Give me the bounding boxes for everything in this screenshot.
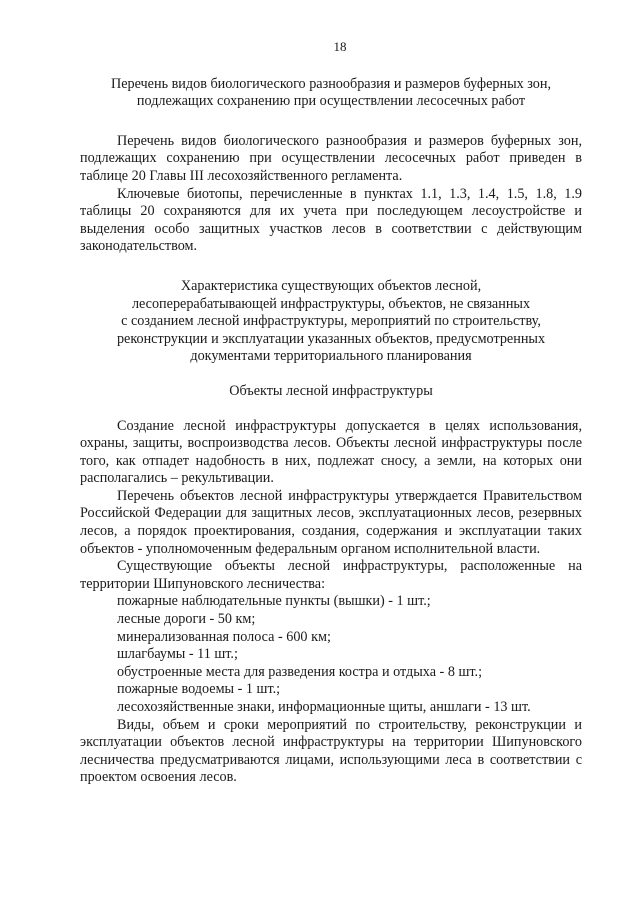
title-line: подлежащих сохранению при осуществлении лесосечных работ bbox=[136, 93, 526, 110]
title-line: Характеристика существующих объектов лесной, bbox=[180, 277, 482, 294]
list-item: шлагбаумы - 11 шт.; bbox=[117, 646, 238, 663]
paragraph: Ключевые биотопы, перечисленные в пунктах 1.1, 1.3, 1.4, 1.5, 1.8, 1.9 таблицы 20 сохраняются для их учета при последующем лесоустройстве и выделения особо защитных участков лесов в соответствии с действующим законодательством. bbox=[80, 185, 582, 255]
list-item: лесные дороги - 50 км; bbox=[117, 611, 256, 628]
paragraph: Существующие объекты лесной инфраструктуры, расположенные на территории Шипуновского лесничества: bbox=[80, 558, 582, 592]
title-line: с созданием лесной инфраструктуры, мероприятий по строительству, bbox=[121, 313, 541, 330]
paragraph: Создание лесной инфраструктуры допускается в целях использования, охраны, защиты, воспроизводства лесов. Объекты лесной инфраструктуры после того, как отпадет надобность в них, подлежат сносу, а земли, на которых они располагались – рекультивации. bbox=[80, 417, 582, 487]
paragraph: Перечень объектов лесной инфраструктуры утверждается Правительством Российской Федерации для защитных лесов, эксплуатационных лесов, резервных лесов, а порядок проектирования, создания, содержания и эксплуатации таких объектов - уполномоченным федеральным органом исполнительной власти. bbox=[80, 487, 582, 557]
list-item: пожарные водоемы - 1 шт.; bbox=[117, 681, 281, 698]
list-item: пожарные наблюдательные пункты (вышки) - 1 шт.; bbox=[117, 593, 431, 610]
list-item: лесохозяйственные знаки, информационные щиты, аншлаги - 13 шт. bbox=[117, 699, 531, 715]
title-line: лесоперерабатывающей инфраструктуры, объектов, не связанных bbox=[131, 295, 531, 312]
paragraph: Перечень видов биологического разнообразия и размеров буферных зон, подлежащих сохранению при осуществлении лесосечных работ приведен в таблице 20 Главы III лесохозяйственного регламента. bbox=[80, 132, 582, 184]
list-item: минерализованная полоса - 600 км; bbox=[117, 628, 331, 645]
list-item: обустроенные места для разведения костра и отдыха - 8 шт.; bbox=[117, 663, 483, 680]
infrastructure-list bbox=[80, 593, 582, 716]
closing-paragraph: Виды, объем и сроки мероприятий по строительству, реконструкции и эксплуатации объектов лесной инфраструктуры на территории Шипуновского лесничества предусматриваются лицами, использующими леса в соответствии с проектом освоения лесов. bbox=[80, 716, 582, 786]
page-number: 18 bbox=[333, 39, 347, 54]
title-line: документами территориального планирования bbox=[190, 348, 472, 365]
title-line: Перечень видов биологического разнообразия и размеров буферных зон, bbox=[110, 75, 552, 92]
section-infrastructure-title bbox=[80, 278, 582, 366]
section-biodiversity-title bbox=[80, 76, 582, 111]
subsection-title: Объекты лесной инфраструктуры bbox=[229, 382, 433, 399]
title-line: реконструкции и эксплуатации указанных объектов, предусмотренных bbox=[116, 330, 546, 347]
